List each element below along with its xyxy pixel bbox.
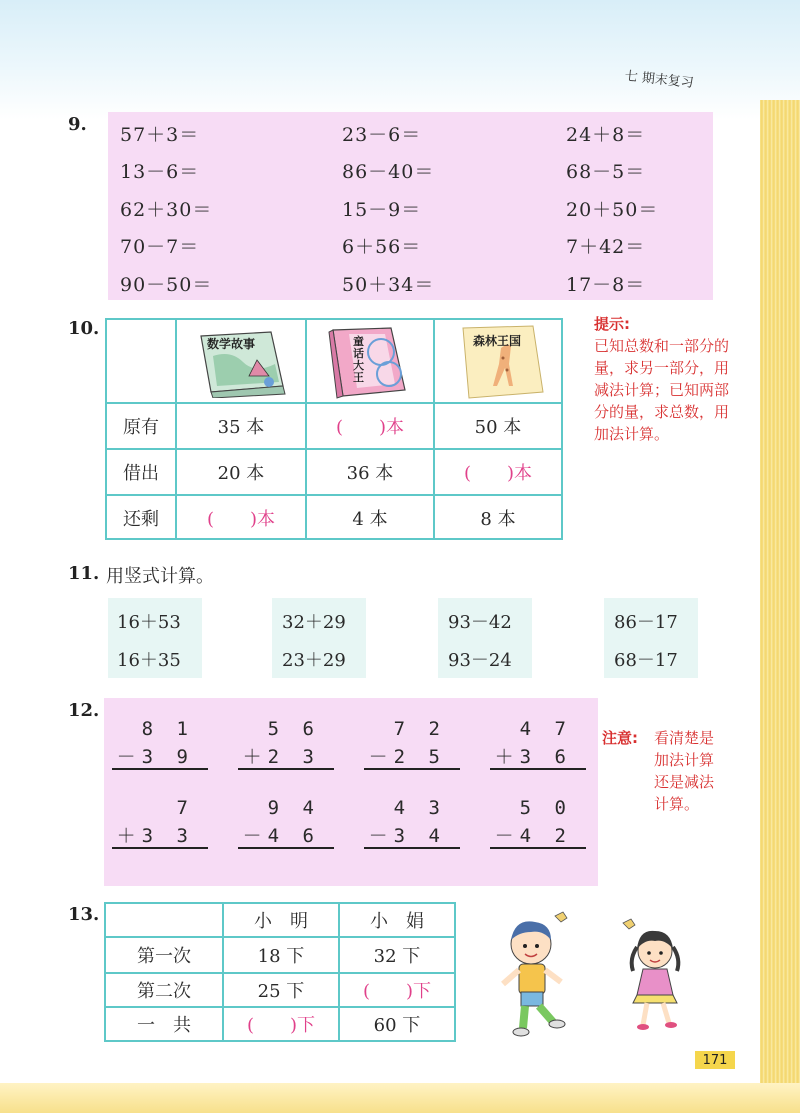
calc-expression: 16＋53 [117, 612, 181, 633]
vertical-calculation [112, 795, 208, 855]
forest-kingdom-book-illustration [453, 324, 549, 400]
hint-text: 已知总数和一部分的量，求另一部分，用减法计算；已知两部分的量，求总数，用加法计算。 [594, 337, 730, 443]
sum-line [364, 768, 460, 770]
operand-bottom: －2 5 [368, 746, 446, 768]
q9-number: 9. [68, 114, 87, 135]
page-number: 171 [695, 1051, 735, 1069]
operand-bottom: －3 4 [368, 825, 446, 847]
operand-top: 9 4 [267, 797, 320, 819]
answer-blank[interactable]: ( )下 [362, 981, 432, 1002]
operand-top: 4 7 [519, 718, 572, 740]
table-cell: 36 本 [346, 463, 394, 484]
calc-expression: 86－17 [614, 612, 678, 633]
attention-note [602, 727, 722, 813]
operand-bottom: －3 9 [116, 746, 194, 768]
row-label: 还剩 [123, 509, 159, 530]
operand-top: 8 1 [141, 718, 194, 740]
q9-expression: 50＋34＝ [342, 274, 435, 296]
calc-expression: 68－17 [614, 650, 678, 671]
hint-box [594, 313, 734, 445]
q11-number: 11. [68, 563, 100, 584]
q9-expression: 57＋3＝ [120, 124, 200, 146]
q9-expression: 20＋50＝ [566, 199, 659, 221]
table-cell: 20 本 [217, 463, 265, 484]
vertical-calculation [364, 716, 460, 776]
column-header: 小 娟 [370, 911, 424, 932]
math-story-book-illustration [197, 326, 289, 398]
sum-line [112, 847, 208, 849]
answer-blank[interactable]: ( )本 [206, 509, 276, 530]
book-title: 数学故事 [207, 337, 256, 351]
row-label: 借出 [123, 463, 159, 484]
calc-expression: 16＋35 [117, 650, 181, 671]
q9-expression: 15－9＝ [342, 199, 422, 221]
q9-expression: 86－40＝ [342, 161, 435, 183]
row-label: 第二次 [137, 981, 191, 1002]
operand-top: 7 [176, 797, 194, 819]
top-sky-background [0, 0, 800, 120]
table-cell: 35 本 [217, 417, 265, 438]
sum-line [490, 768, 586, 770]
operand-bottom: ＋2 3 [242, 746, 320, 768]
operand-bottom: －4 2 [494, 825, 572, 847]
vertical-calculation [490, 716, 586, 776]
page-stack-edge [760, 100, 800, 1113]
q12-number: 12. [68, 700, 100, 721]
sum-line [364, 847, 460, 849]
q9-expression: 70－7＝ [120, 236, 200, 258]
operand-top: 7 2 [393, 718, 446, 740]
operand-top: 5 6 [267, 718, 320, 740]
book-title: 森林王国 [473, 334, 522, 348]
hint-title: 提示: [594, 315, 630, 333]
operand-bottom: ＋3 3 [116, 825, 194, 847]
q13-number: 13. [68, 904, 100, 925]
q9-expression: 24＋8＝ [566, 124, 646, 146]
fairy-tale-book-illustration [327, 324, 413, 400]
row-label: 第一次 [137, 946, 191, 967]
answer-blank[interactable]: ( )本 [463, 463, 533, 484]
q9-expression: 23－6＝ [342, 124, 422, 146]
sum-line [112, 768, 208, 770]
q9-expression: 6＋56＝ [342, 236, 422, 258]
column-header: 小 明 [254, 911, 308, 932]
sum-line [238, 768, 334, 770]
calc-expression: 93－42 [448, 612, 512, 633]
operand-bottom: －4 6 [242, 825, 320, 847]
q11-title: 用竖式计算。 [106, 566, 214, 587]
q9-expression: 90－50＝ [120, 274, 213, 296]
book-title: 童话大王 [353, 335, 364, 384]
row-label: 原有 [123, 417, 159, 438]
girl-shuttlecock-illustration [615, 915, 695, 1035]
table-cell: 4 本 [352, 509, 388, 530]
q9-expression: 13－6＝ [120, 161, 200, 183]
q9-expression: 17－8＝ [566, 274, 646, 296]
operand-top: 5 0 [519, 797, 572, 819]
vertical-calculation [364, 795, 460, 855]
table-cell: 8 本 [480, 509, 516, 530]
q10-number: 10. [68, 318, 100, 339]
note-label: 注意: [602, 729, 638, 747]
table-cell: 32 下 [373, 946, 421, 967]
vertical-calculation [238, 795, 334, 855]
q9-expression: 7＋42＝ [566, 236, 646, 258]
calc-expression: 32＋29 [282, 612, 346, 633]
q13-table [104, 902, 456, 1042]
operand-top: 4 3 [393, 797, 446, 819]
bottom-page-edge [0, 1083, 800, 1113]
boy-shuttlecock-illustration [495, 910, 585, 1040]
q10-table [105, 318, 563, 540]
answer-blank[interactable]: ( )本 [335, 417, 405, 438]
table-cell: 25 下 [257, 981, 305, 1002]
sum-line [238, 847, 334, 849]
operand-bottom: ＋3 6 [494, 746, 572, 768]
chapter-header: 七 期末复习 [624, 68, 695, 92]
vertical-calculation [490, 795, 586, 855]
sum-line [490, 847, 586, 849]
q9-expression: 68－5＝ [566, 161, 646, 183]
table-cell: 60 下 [373, 1015, 421, 1036]
answer-blank[interactable]: ( )下 [246, 1015, 316, 1036]
calc-expression: 93－24 [448, 650, 512, 671]
row-label: 一 共 [137, 1015, 191, 1036]
vertical-calculation [238, 716, 334, 776]
calc-expression: 23＋29 [282, 650, 346, 671]
vertical-calculation [112, 716, 208, 776]
table-cell: 18 下 [257, 946, 305, 967]
q9-expression: 62＋30＝ [120, 199, 213, 221]
note-text: 看清楚是加法计算还是减法计算。 [654, 729, 715, 813]
table-cell: 50 本 [474, 417, 522, 438]
